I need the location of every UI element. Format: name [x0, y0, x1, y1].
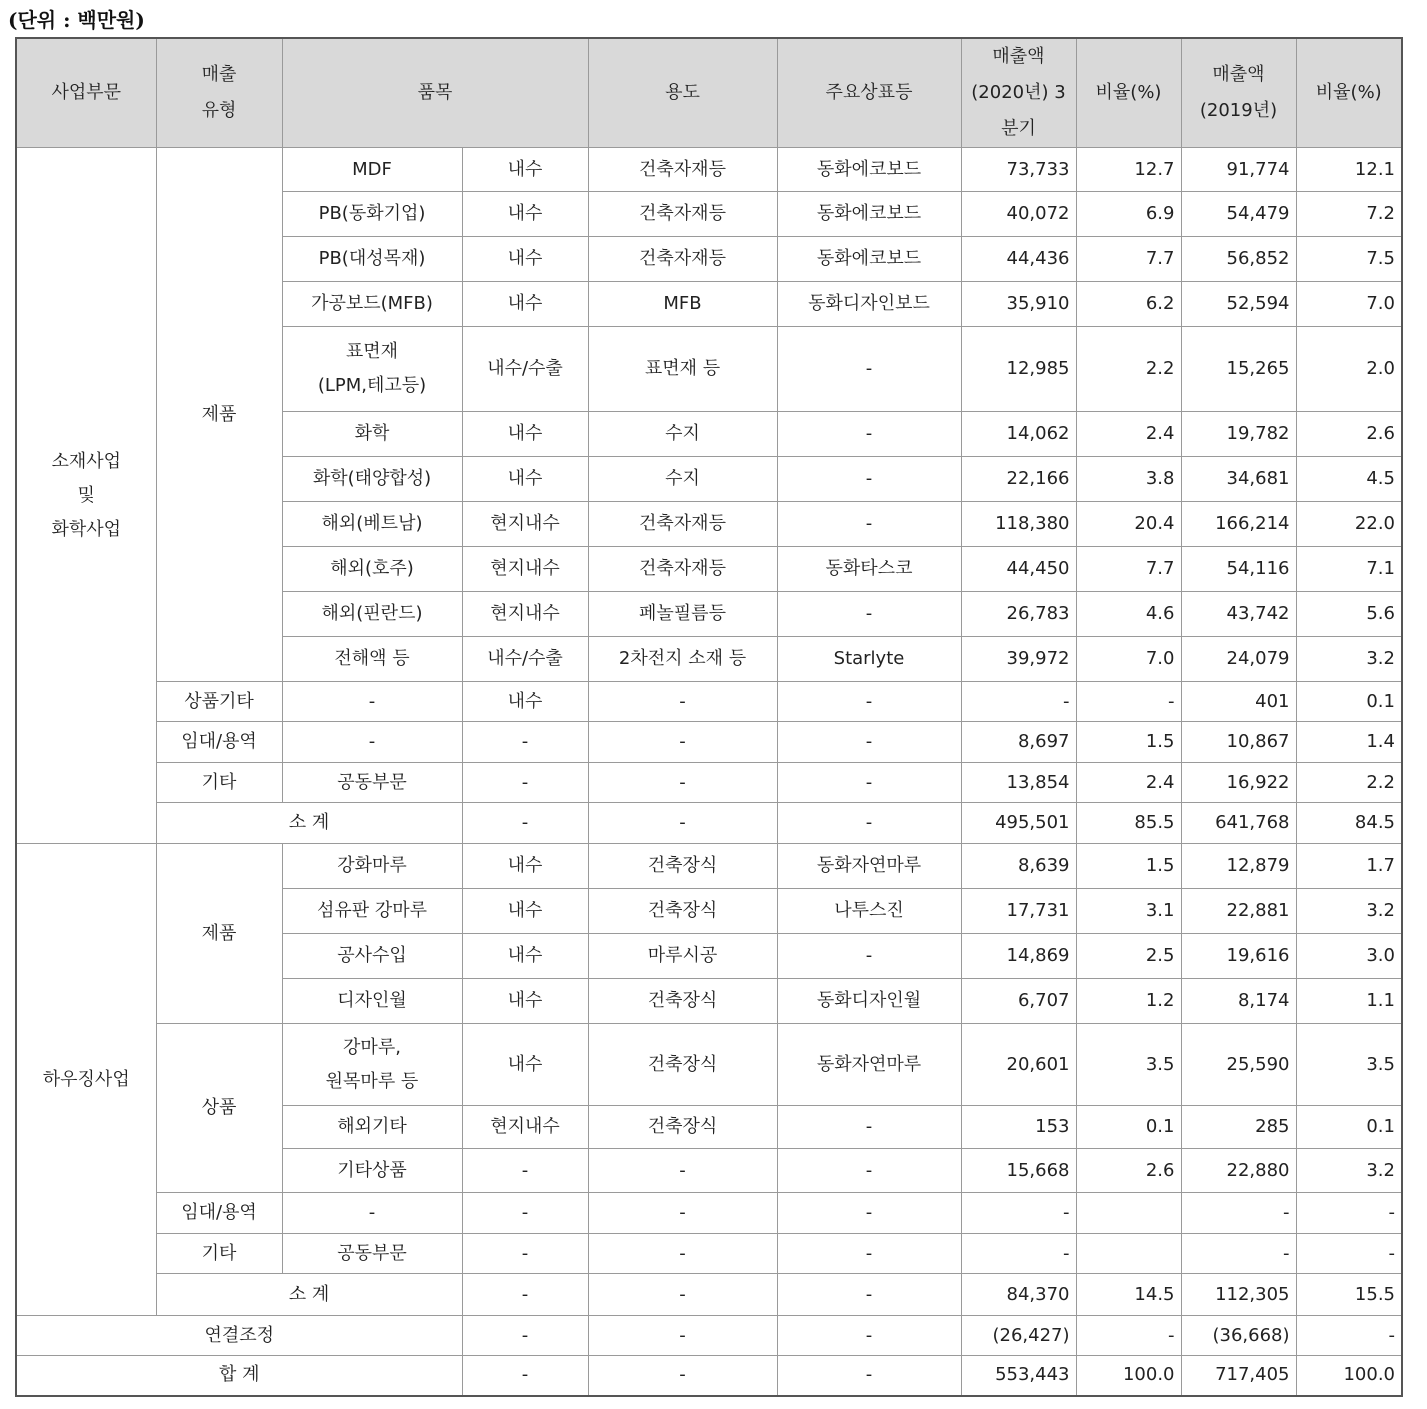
sales-2020-cell: 495,501	[961, 803, 1076, 844]
sales-2019-cell: 285	[1181, 1106, 1296, 1149]
usage-cell: 건축자재등	[588, 148, 777, 192]
usage-cell: -	[588, 803, 777, 844]
usage-cell: -	[588, 1234, 777, 1274]
sales-2020-cell: 6,707	[961, 979, 1076, 1024]
table-row	[16, 148, 1402, 192]
usage-cell: -	[588, 1356, 777, 1396]
ratio-2020-cell: 85.5	[1076, 803, 1181, 844]
total-label: 합 계	[16, 1356, 462, 1396]
table-row	[16, 1193, 1402, 1234]
ratio-2020-cell: -	[1076, 682, 1181, 722]
usage-cell: -	[588, 722, 777, 763]
usage-cell: -	[588, 1316, 777, 1356]
sales-2019-cell: -	[1181, 1234, 1296, 1274]
brand-cell: -	[777, 327, 961, 412]
type-cell: 현지내수	[462, 1106, 588, 1149]
ratio-2019-cell: 3.2	[1296, 637, 1402, 682]
table-row	[16, 1234, 1402, 1274]
sales-2019-cell: 52,594	[1181, 282, 1296, 327]
type-cell: 내수	[462, 412, 588, 457]
sales-table	[15, 37, 1403, 1397]
ratio-2020-cell: 1.2	[1076, 979, 1181, 1024]
sales-2019-cell: 24,079	[1181, 637, 1296, 682]
item-cell: 해외기타	[282, 1106, 462, 1149]
ratio-2019-cell: 3.5	[1296, 1024, 1402, 1106]
usage-cell: 건축자재등	[588, 547, 777, 592]
brand-cell: 동화타스코	[777, 547, 961, 592]
sales-2019-cell: 8,174	[1181, 979, 1296, 1024]
item-cell: 전해액 등	[282, 637, 462, 682]
item-cell: 섬유판 강마루	[282, 889, 462, 934]
item-cell: -	[282, 682, 462, 722]
sales-2019-cell: 22,880	[1181, 1149, 1296, 1193]
ratio-2019-cell: 1.7	[1296, 844, 1402, 889]
brand-cell: 동화자연마루	[777, 1024, 961, 1106]
ratio-2020-cell: 7.7	[1076, 547, 1181, 592]
sales-type-other: 기타	[156, 1234, 282, 1274]
sales-2020-cell: 13,854	[961, 763, 1076, 803]
type-cell: 현지내수	[462, 547, 588, 592]
usage-cell: 수지	[588, 412, 777, 457]
table-row	[16, 1024, 1402, 1106]
ratio-2020-cell: 7.7	[1076, 237, 1181, 282]
brand-cell: 동화에코보드	[777, 237, 961, 282]
ratio-2019-cell: 0.1	[1296, 1106, 1402, 1149]
type-cell: 내수	[462, 682, 588, 722]
usage-cell: 마루시공	[588, 934, 777, 979]
brand-cell: -	[777, 412, 961, 457]
sales-2019-cell: 56,852	[1181, 237, 1296, 282]
item-cell: 해외(베트남)	[282, 502, 462, 547]
sales-type-lease: 임대/용역	[156, 722, 282, 763]
type-cell: 내수	[462, 1024, 588, 1106]
sales-2019-cell: 166,214	[1181, 502, 1296, 547]
ratio-2019-cell: 2.0	[1296, 327, 1402, 412]
brand-cell: -	[777, 592, 961, 637]
brand-cell: -	[777, 1356, 961, 1396]
header-item: 품목	[282, 38, 588, 148]
sales-2019-cell: (36,668)	[1181, 1316, 1296, 1356]
ratio-2019-cell: 3.2	[1296, 1149, 1402, 1193]
ratio-2019-cell: 3.0	[1296, 934, 1402, 979]
brand-cell: -	[777, 803, 961, 844]
ratio-2020-cell: 6.9	[1076, 192, 1181, 237]
type-cell: -	[462, 803, 588, 844]
sales-2019-cell: 91,774	[1181, 148, 1296, 192]
ratio-2019-cell: 100.0	[1296, 1356, 1402, 1396]
sales-type-product: 제품	[156, 148, 282, 682]
usage-cell: 건축자재등	[588, 237, 777, 282]
sales-2020-cell: (26,427)	[961, 1316, 1076, 1356]
sales-type-goods-other: 상품기타	[156, 682, 282, 722]
header-brand: 주요상표등	[777, 38, 961, 148]
sales-2019-cell: 401	[1181, 682, 1296, 722]
table-row	[16, 722, 1402, 763]
item-cell: 공사수입	[282, 934, 462, 979]
ratio-2020-cell: 14.5	[1076, 1274, 1181, 1316]
item-cell: -	[282, 722, 462, 763]
sales-2019-cell: 12,879	[1181, 844, 1296, 889]
subtotal-label: 소 계	[156, 1274, 462, 1316]
usage-cell: -	[588, 1149, 777, 1193]
ratio-2020-cell: 3.1	[1076, 889, 1181, 934]
sales-2020-cell: 26,783	[961, 592, 1076, 637]
sales-2020-cell: 553,443	[961, 1356, 1076, 1396]
subtotal-row	[16, 1274, 1402, 1316]
type-cell: 내수	[462, 979, 588, 1024]
ratio-2020-cell: 6.2	[1076, 282, 1181, 327]
sales-2019-cell: 10,867	[1181, 722, 1296, 763]
item-cell: PB(동화기업)	[282, 192, 462, 237]
brand-cell: -	[777, 1234, 961, 1274]
usage-cell: 건축자재등	[588, 502, 777, 547]
brand-cell: -	[777, 1274, 961, 1316]
ratio-2020-cell: 3.5	[1076, 1024, 1181, 1106]
brand-cell: -	[777, 1316, 961, 1356]
sales-2020-cell: 35,910	[961, 282, 1076, 327]
header-segment: 사업부문	[16, 38, 156, 148]
ratio-2020-cell: 2.6	[1076, 1149, 1181, 1193]
ratio-2020-cell: 1.5	[1076, 844, 1181, 889]
item-cell: 화학	[282, 412, 462, 457]
ratio-2019-cell: 7.1	[1296, 547, 1402, 592]
item-cell: -	[282, 1193, 462, 1234]
sales-2019-cell: -	[1181, 1193, 1296, 1234]
brand-cell: Starlyte	[777, 637, 961, 682]
sales-2020-cell: 73,733	[961, 148, 1076, 192]
subtotal-row	[16, 803, 1402, 844]
sales-2019-cell: 16,922	[1181, 763, 1296, 803]
sales-2019-cell: 19,782	[1181, 412, 1296, 457]
ratio-2019-cell: 3.2	[1296, 889, 1402, 934]
item-cell: 가공보드(MFB)	[282, 282, 462, 327]
ratio-2020-cell	[1076, 1234, 1181, 1274]
ratio-2019-cell: 15.5	[1296, 1274, 1402, 1316]
sales-2020-cell: 14,062	[961, 412, 1076, 457]
type-cell: -	[462, 722, 588, 763]
sales-2020-cell: 14,869	[961, 934, 1076, 979]
ratio-2020-cell: 12.7	[1076, 148, 1181, 192]
sales-2020-cell: 17,731	[961, 889, 1076, 934]
brand-cell: 동화에코보드	[777, 148, 961, 192]
ratio-2019-cell: 7.2	[1296, 192, 1402, 237]
sales-2019-cell: 54,479	[1181, 192, 1296, 237]
sales-2020-cell: -	[961, 1193, 1076, 1234]
type-cell: 내수	[462, 282, 588, 327]
sales-2020-cell: -	[961, 1234, 1076, 1274]
item-cell: 강화마루	[282, 844, 462, 889]
sales-2020-cell: 8,639	[961, 844, 1076, 889]
ratio-2019-cell: 12.1	[1296, 148, 1402, 192]
type-cell: 내수	[462, 192, 588, 237]
ratio-2020-cell: 2.4	[1076, 412, 1181, 457]
sales-type-goods: 상품	[156, 1024, 282, 1193]
sales-2020-cell: 8,697	[961, 722, 1076, 763]
ratio-2019-cell: 1.1	[1296, 979, 1402, 1024]
item-cell: PB(대성목재)	[282, 237, 462, 282]
ratio-2019-cell: 22.0	[1296, 502, 1402, 547]
sales-2020-cell: 44,450	[961, 547, 1076, 592]
type-cell: 내수/수출	[462, 637, 588, 682]
sales-type-lease: 임대/용역	[156, 1193, 282, 1234]
header-sales-2020: 매출액 (2020년) 3 분기	[961, 38, 1076, 148]
header-row	[16, 38, 1402, 148]
type-cell: -	[462, 1234, 588, 1274]
item-cell: 화학(태양합성)	[282, 457, 462, 502]
ratio-2019-cell: 7.0	[1296, 282, 1402, 327]
type-cell: -	[462, 1316, 588, 1356]
usage-cell: 건축장식	[588, 1024, 777, 1106]
ratio-2020-cell: 100.0	[1076, 1356, 1181, 1396]
usage-cell: -	[588, 1193, 777, 1234]
ratio-2019-cell: 4.5	[1296, 457, 1402, 502]
ratio-2020-cell: 4.6	[1076, 592, 1181, 637]
usage-cell: 페놀필름등	[588, 592, 777, 637]
ratio-2019-cell: 1.4	[1296, 722, 1402, 763]
item-cell: 해외(호주)	[282, 547, 462, 592]
type-cell: 내수	[462, 889, 588, 934]
usage-cell: MFB	[588, 282, 777, 327]
sales-2020-cell: 153	[961, 1106, 1076, 1149]
type-cell: 내수/수출	[462, 327, 588, 412]
sales-2020-cell: 44,436	[961, 237, 1076, 282]
type-cell: 내수	[462, 457, 588, 502]
type-cell: 현지내수	[462, 592, 588, 637]
ratio-2020-cell: 2.5	[1076, 934, 1181, 979]
sales-type-other: 기타	[156, 763, 282, 803]
header-ratio-2019: 비율(%)	[1296, 38, 1402, 148]
item-cell: 공동부문	[282, 1234, 462, 1274]
sales-2019-cell: 15,265	[1181, 327, 1296, 412]
ratio-2019-cell: -	[1296, 1316, 1402, 1356]
ratio-2019-cell: 7.5	[1296, 237, 1402, 282]
sales-2019-cell: 43,742	[1181, 592, 1296, 637]
brand-cell: -	[777, 682, 961, 722]
usage-cell: 수지	[588, 457, 777, 502]
header-ratio-2020: 비율(%)	[1076, 38, 1181, 148]
consolidation-row	[16, 1316, 1402, 1356]
brand-cell: -	[777, 722, 961, 763]
item-cell: 디자인월	[282, 979, 462, 1024]
ratio-2019-cell: 2.2	[1296, 763, 1402, 803]
ratio-2020-cell: -	[1076, 1316, 1181, 1356]
ratio-2020-cell: 2.4	[1076, 763, 1181, 803]
usage-cell: 건축장식	[588, 844, 777, 889]
sales-2019-cell: 717,405	[1181, 1356, 1296, 1396]
brand-cell: -	[777, 1106, 961, 1149]
unit-label: (단위 : 백만원)	[8, 8, 145, 32]
sales-2019-cell: 54,116	[1181, 547, 1296, 592]
usage-cell: 표면재 등	[588, 327, 777, 412]
usage-cell: 건축장식	[588, 1106, 777, 1149]
brand-cell: -	[777, 1149, 961, 1193]
sales-2020-cell: 20,601	[961, 1024, 1076, 1106]
sales-2020-cell: -	[961, 682, 1076, 722]
item-cell: MDF	[282, 148, 462, 192]
sales-2019-cell: 34,681	[1181, 457, 1296, 502]
item-cell: 기타상품	[282, 1149, 462, 1193]
sales-2020-cell: 15,668	[961, 1149, 1076, 1193]
item-cell: 강마루, 원목마루 등	[282, 1024, 462, 1106]
usage-cell: 2차전지 소재 등	[588, 637, 777, 682]
usage-cell: 건축장식	[588, 979, 777, 1024]
type-cell: -	[462, 1149, 588, 1193]
table-row	[16, 682, 1402, 722]
type-cell: 내수	[462, 237, 588, 282]
type-cell: 내수	[462, 844, 588, 889]
brand-cell: 나투스진	[777, 889, 961, 934]
type-cell: 내수	[462, 148, 588, 192]
header-sales-2019: 매출액 (2019년)	[1181, 38, 1296, 148]
usage-cell: -	[588, 682, 777, 722]
ratio-2020-cell: 3.8	[1076, 457, 1181, 502]
ratio-2020-cell: 20.4	[1076, 502, 1181, 547]
total-row	[16, 1356, 1402, 1396]
brand-cell: -	[777, 457, 961, 502]
sales-2020-cell: 84,370	[961, 1274, 1076, 1316]
brand-cell: -	[777, 1193, 961, 1234]
segment-housing: 하우징사업	[16, 844, 156, 1316]
sales-2020-cell: 12,985	[961, 327, 1076, 412]
ratio-2020-cell: 7.0	[1076, 637, 1181, 682]
table-row	[16, 763, 1402, 803]
sales-2020-cell: 39,972	[961, 637, 1076, 682]
brand-cell: -	[777, 934, 961, 979]
ratio-2019-cell: -	[1296, 1234, 1402, 1274]
ratio-2020-cell: 0.1	[1076, 1106, 1181, 1149]
sales-2019-cell: 19,616	[1181, 934, 1296, 979]
brand-cell: 동화디자인보드	[777, 282, 961, 327]
ratio-2020-cell: 1.5	[1076, 722, 1181, 763]
consolidation-label: 연결조정	[16, 1316, 462, 1356]
ratio-2019-cell: 0.1	[1296, 682, 1402, 722]
sales-2020-cell: 118,380	[961, 502, 1076, 547]
usage-cell: -	[588, 763, 777, 803]
ratio-2019-cell: 2.6	[1296, 412, 1402, 457]
item-cell: 해외(핀란드)	[282, 592, 462, 637]
subtotal-label: 소 계	[156, 803, 462, 844]
usage-cell: -	[588, 1274, 777, 1316]
type-cell: -	[462, 763, 588, 803]
sales-2019-cell: 25,590	[1181, 1024, 1296, 1106]
type-cell: 내수	[462, 934, 588, 979]
brand-cell: -	[777, 763, 961, 803]
segment-materials: 소재사업 및 화학사업	[16, 148, 156, 844]
ratio-2019-cell: 84.5	[1296, 803, 1402, 844]
item-cell: 표면재 (LPM,테고등)	[282, 327, 462, 412]
sales-2020-cell: 40,072	[961, 192, 1076, 237]
table-row	[16, 844, 1402, 889]
item-cell: 공동부문	[282, 763, 462, 803]
header-usage: 용도	[588, 38, 777, 148]
sales-2019-cell: 641,768	[1181, 803, 1296, 844]
type-cell: -	[462, 1356, 588, 1396]
type-cell: -	[462, 1274, 588, 1316]
sales-2019-cell: 22,881	[1181, 889, 1296, 934]
ratio-2019-cell: -	[1296, 1193, 1402, 1234]
type-cell: -	[462, 1193, 588, 1234]
sales-2019-cell: 112,305	[1181, 1274, 1296, 1316]
usage-cell: 건축장식	[588, 889, 777, 934]
sales-type-product: 제품	[156, 844, 282, 1024]
brand-cell: 동화디자인월	[777, 979, 961, 1024]
brand-cell: 동화에코보드	[777, 192, 961, 237]
ratio-2020-cell: 2.2	[1076, 327, 1181, 412]
brand-cell: 동화자연마루	[777, 844, 961, 889]
ratio-2020-cell	[1076, 1193, 1181, 1234]
sales-2020-cell: 22,166	[961, 457, 1076, 502]
ratio-2019-cell: 5.6	[1296, 592, 1402, 637]
header-sales-type: 매출 유형	[156, 38, 282, 148]
usage-cell: 건축자재등	[588, 192, 777, 237]
brand-cell: -	[777, 502, 961, 547]
type-cell: 현지내수	[462, 502, 588, 547]
